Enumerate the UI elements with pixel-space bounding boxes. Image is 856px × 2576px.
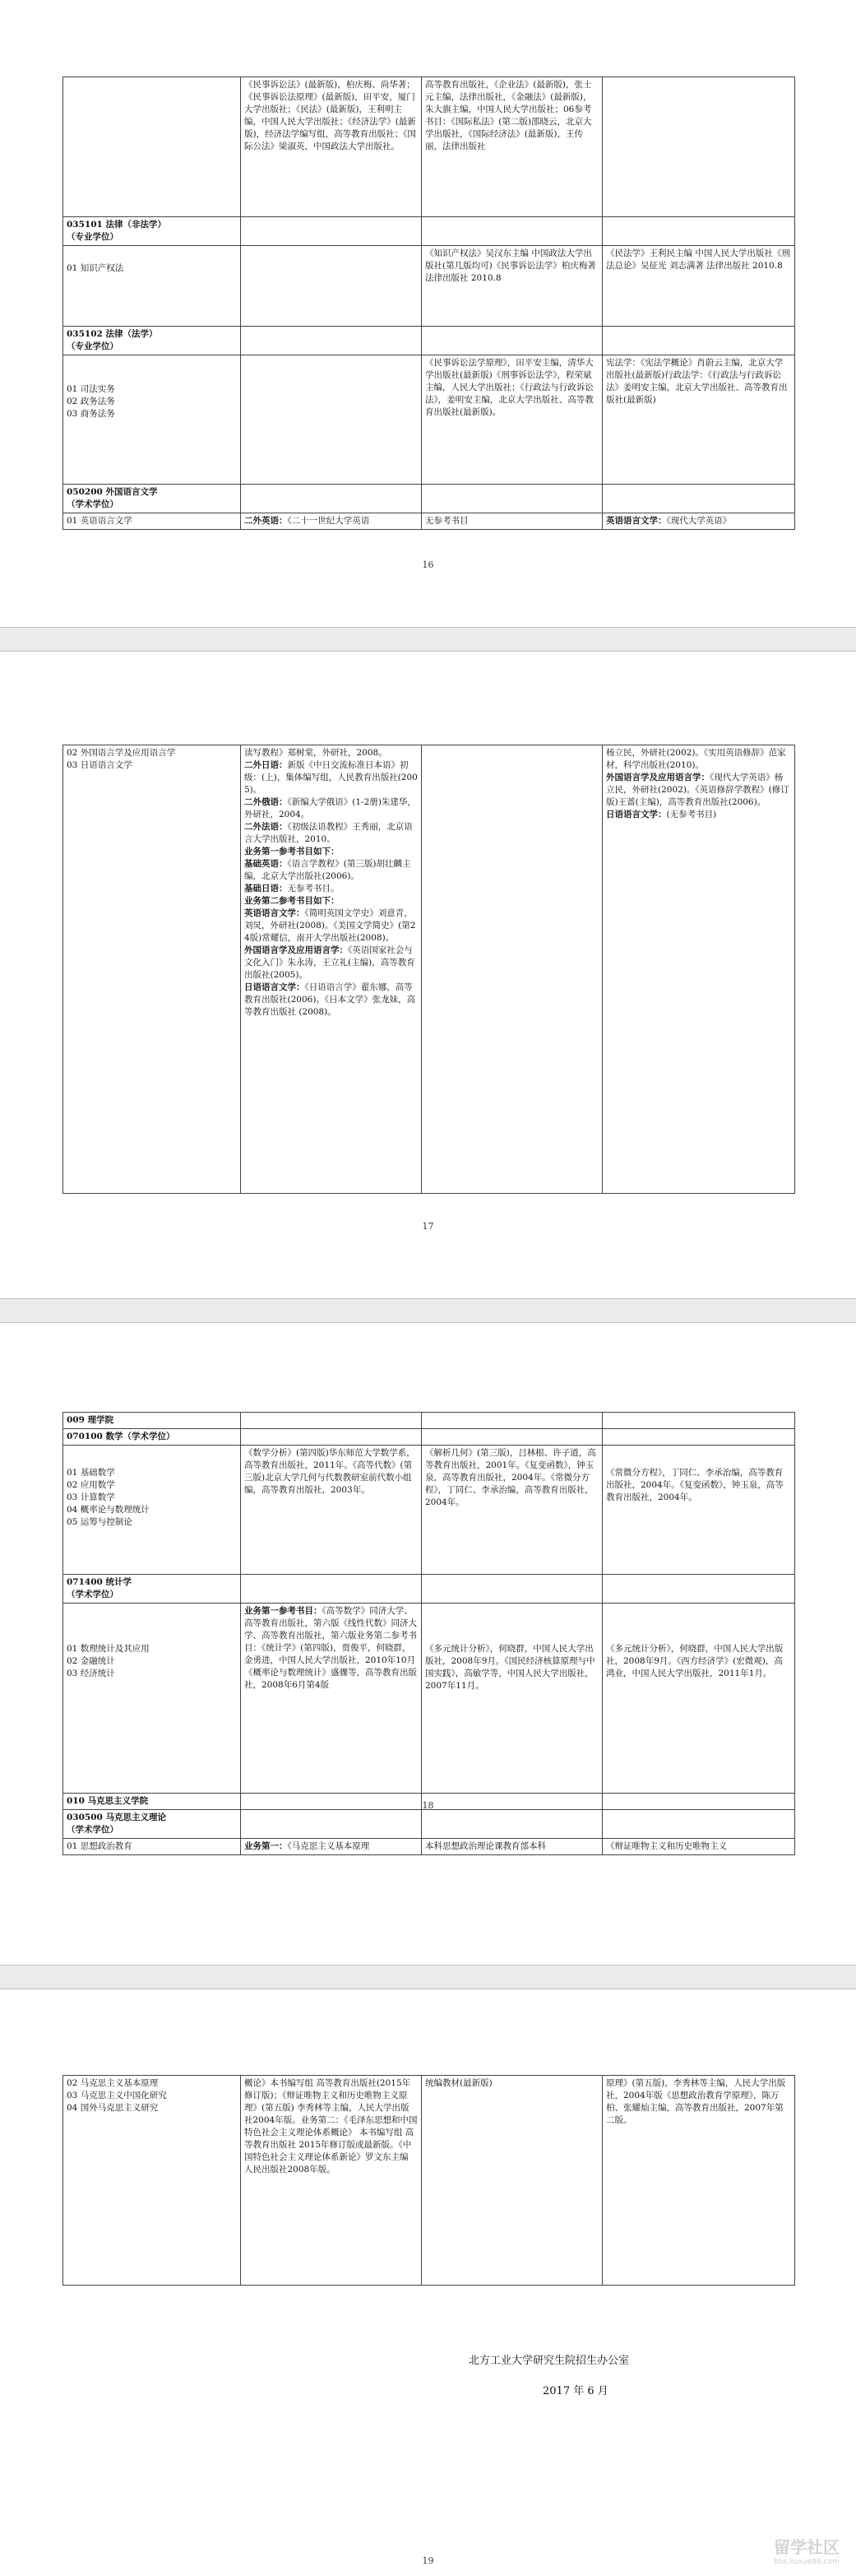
school-title: 009 理学院 xyxy=(63,1413,241,1429)
table-row xyxy=(63,1810,795,1839)
page-number: 18 xyxy=(422,1800,434,1811)
direction-text: 01 司法实务 xyxy=(67,384,115,394)
table-row xyxy=(63,485,795,513)
cell-label: 业务第一： xyxy=(244,1841,288,1851)
table-row xyxy=(63,217,795,246)
cell-text: 《数学分析》(第四版)华东师范大学数学系，高等教育出版社，2011年。《高等代数》(第三版)北京大学几何与代数教研室前代数小组编，高等教育出版社，2003年。 xyxy=(241,1446,422,1575)
cell-label: 二外英语： xyxy=(244,516,288,526)
cell-text: 概论》本书编写组 高等教育出版社(2015年修订版)；《辩证唯物主义和历史唯物主义原理》(第五版) 李秀林等主编，人民大学出版社2004年版。业务第二：《毛泽东思想和中国特色社会主义理论体系概论》 本书编写组 高等教育出版社 2015年修订版或最新版。《中国特色社会主义理论体系新论》罗文东主编 人民出版社2008年版。 xyxy=(241,2076,422,2286)
table-row xyxy=(63,745,795,1194)
booklist-cell: 杨立民，外研社(2002)。《实用英语修辞》范家材，科学出版社(2010)。 外国语言学及应用语言学：《现代大学英语》杨立民，外研社(2002)。《英语修辞学教程》(修订版)王蔷(主编)，高等教育出版社(2006)。 日语语言文学：(无参考书目) xyxy=(603,745,795,1194)
table-row xyxy=(63,1839,795,1855)
cell-text: 《民法学》王利民主编 中国人民大学出版社《刑法总论》吴征光 刘志满著 法律出版社 2010.8 xyxy=(603,246,795,327)
table-row xyxy=(63,327,795,355)
program-title: 035102 法律（法学） xyxy=(67,329,158,339)
direction-text: 04 国外马克思主义研究 xyxy=(67,2103,159,2113)
table-row xyxy=(63,246,795,327)
page-18-table xyxy=(62,1412,795,1855)
page-separator xyxy=(0,1298,856,1323)
direction-text: 03 计算数学 xyxy=(67,1492,115,1502)
page-16-table xyxy=(62,77,795,530)
direction-text: 02 马克思主义基本原理 xyxy=(67,2078,159,2088)
table-row xyxy=(63,2076,795,2286)
page-separator xyxy=(0,627,856,652)
degree-type: （学术学位） xyxy=(67,1590,118,1599)
direction-text: 04 概率论与数理统计 xyxy=(67,1505,150,1515)
cell-text: 《民事诉讼法学原理》，田平安主编，清华大学出版社(最新版)《刑事诉讼法学》，程荣斌主编，人民大学出版社；《行政法与行政诉讼法》，姜明安主编，北京大学出版社、高等教育出版社(最新版)。 xyxy=(422,355,603,485)
cell-text: 《现代大学英语》 xyxy=(666,516,732,526)
direction-text: 01 知识产权法 xyxy=(63,246,241,327)
cell-text: 《知识产权法》吴汉东主编 中国政法大学出版社(第几版均可)《民事诉讼法学》柏庆梅著 法律出版社 2010.8 xyxy=(422,246,603,327)
page-17 xyxy=(0,652,856,1298)
page-number: 16 xyxy=(422,559,434,570)
cell-text: 《民事诉讼法》(最新版)，柏庆梅、尚华著；《民事诉讼法原理》(最新版)，田平安，厦门大学出版社；《民法》(最新版)，王利明主编，中国人民大学出版社；《经济法学》(最新版)，经济法学编写组，高等教育出版社；《国际公法》梁淑英，中国政法大学出版社。 xyxy=(241,77,422,217)
cell-text: 《常微分方程》，丁同仁、李承治编，高等教育出版社，2004年。《复变函数》，钟玉泉，高等教育出版社，2004年。 xyxy=(603,1446,795,1575)
page-number: 19 xyxy=(422,2555,434,2566)
page-number: 17 xyxy=(422,1221,434,1232)
direction-text: 03 经济统计 xyxy=(67,1669,115,1678)
direction-text: 03 日语语言文学 xyxy=(67,760,132,770)
direction-text: 01 数理统计及其应用 xyxy=(67,1644,150,1654)
watermark-text: 留学社区 xyxy=(774,2537,840,2557)
page-19 xyxy=(0,1989,856,2576)
table-row xyxy=(63,513,795,530)
degree-type: （专业学位） xyxy=(67,341,118,351)
cell-text: 高等教育出版社，《企业法》(最新版)，张士元主编，法律出版社，《金融法》(最新版)，朱大旗主编，中国人民大学出版社；06参考书目：《国际私法》(第二版)邵晓云，北京大学出版社，《国际经济法》(最新版)，王传丽，法律出版社 xyxy=(422,77,603,217)
table-row xyxy=(63,355,795,485)
direction-text: 02 应用数学 xyxy=(67,1480,115,1490)
cell-text: 无参考书目 xyxy=(422,513,603,530)
direction-text: 01 英语语言文学 xyxy=(63,513,241,530)
program-title: 035101 法律（非法学） xyxy=(67,220,166,230)
page-18 xyxy=(0,1323,856,1965)
table-row xyxy=(63,1446,795,1575)
direction-text: 02 政务法务 xyxy=(67,397,115,406)
direction-text: 03 商务法务 xyxy=(67,409,115,419)
cell-text: 《辩证唯物主义和历史唯物主义 xyxy=(603,1839,795,1855)
direction-text: 03 马克思主义中国化研究 xyxy=(67,2091,167,2100)
cell-label: 英语语言文学： xyxy=(606,516,667,526)
cell-text: 原理》(第五版)，李秀林等主编，人民大学出版社，2004年版《思想政治教育学原理》，陈万柏、张耀灿主编，高等教育出版社，2007年第二版。 xyxy=(603,2076,795,2286)
program-title: 070100 数学（学术学位） xyxy=(63,1429,241,1446)
cell-text: 《解析几何》(第三版)，吕林根、许子道，高等教育出版社，2001年。《复变函数》，钟玉泉，高等教育出版社，2004年。《常微分方程》，丁同仁、李承治编，高等教育出版社，2004年。 xyxy=(422,1446,603,1575)
watermark-logo xyxy=(774,2534,840,2566)
direction-text: 05 运筹与控制论 xyxy=(67,1517,132,1527)
watermark-url: bbs.liuxue86.com xyxy=(774,2558,840,2566)
direction-text: 01 基础数学 xyxy=(67,1468,115,1478)
table-row xyxy=(63,77,795,217)
degree-type: （学术学位） xyxy=(67,499,118,509)
cell-text: 《多元统计分析》，何晓群，中国人民大学出版社，2008年9月。《西方经济学》(宏微观)，高鸿业，中国人民大学出版社，2011年1月。 xyxy=(603,1604,795,1794)
signature-date: 2017 年 6 月 xyxy=(543,2385,608,2397)
page-19-table xyxy=(62,2075,795,2286)
program-title: 030500 马克思主义理论 xyxy=(67,1812,166,1822)
cell-label: 业务第一参考书目： xyxy=(244,1606,322,1616)
cell-text: 《马克思主义基本原理 xyxy=(287,1841,370,1851)
page-separator xyxy=(0,1965,856,1989)
table-row xyxy=(63,1575,795,1604)
cell-text: 《高等数学》同济大学、高等教育出版社，第六版《线性代数》同济大学、高等教育出版社，第六版业务第二参考书目：《统计学》(第四版)，贾俊平，何晓群，金勇进，中国人民大学出版社，2010年10月《概率论与数理统计》盛骤等，高等教育出版社，2008年6月第4版 xyxy=(244,1606,417,1690)
program-title: 071400 统计学 xyxy=(67,1577,132,1587)
cell-text: 本科思想政治理论课教育部本科 xyxy=(422,1839,603,1855)
cell-text: 《二十一世纪大学英语 xyxy=(287,516,370,526)
direction-text: 01 思想政治教育 xyxy=(63,1839,241,1855)
direction-text: 02 外国语言学及应用语言学 xyxy=(67,748,176,758)
cell-text: 《多元统计分析》，何晓群，中国人民大学出版社，2008年9月。《国民经济核算原理与中国实践》，高敏学等，中国人民大学出版社，2007年11月。 xyxy=(422,1604,603,1794)
table-row xyxy=(63,1429,795,1446)
cell-text: 统编教材(最新版) xyxy=(422,2076,603,2286)
booklist-cell: 读写教程》郑树棠，外研社，2008。 二外日语：新版《中日交流标准日本语》初级：(上)，集体编写组，人民教育出版社(2005)。 二外俄语：《新编大学俄语》(1-2册)朱建华，外研社，2004。 二外法语：《初级法语教程》王秀丽，北京语言大学出版社，2010。 业务第一参考书目如下： 基础英语：《语言学教程》(第三版)胡壮麟主编，北京大学出版社(2006)。 基础日语：无参考书目。 业务第二参考书目如下： 英语语言文学：《简明英国文学史》刘意青，刘炅，外研社(2008)。《美国文学简史》(第24版)常耀信，南开大学出版社(2008)。 外国语言学及应用语言学：《英语国家社会与文化入门》朱永涛，王立礼(主编)，高等教育出版社(2005)。 日语语言文学：《日语语言学》翟东娜，高等教育出版社(2006)。《日本文学》张龙妹，高等教育出版社 (2008)。 xyxy=(241,745,422,1194)
school-title: 010 马克思主义学院 xyxy=(63,1794,241,1810)
degree-type: （学术学位） xyxy=(67,1825,118,1835)
direction-text: 02 金融统计 xyxy=(67,1656,115,1666)
table-row xyxy=(63,1604,795,1794)
table-row xyxy=(63,1413,795,1429)
signature-org: 北方工业大学研究生院招生办公室 xyxy=(469,2355,630,2367)
degree-type: （专业学位） xyxy=(67,232,118,242)
program-title: 050200 外国语言文学 xyxy=(67,487,158,497)
cell-text: 宪法学：《宪法学概论》肖蔚云主编，北京大学出版社(最新版)行政法学：《行政法与行政诉讼法》姜明安主编，北京大学出版社、高等教育出版社(最新版) xyxy=(603,355,795,485)
page-17-table xyxy=(62,745,795,1194)
page-16 xyxy=(0,0,856,627)
